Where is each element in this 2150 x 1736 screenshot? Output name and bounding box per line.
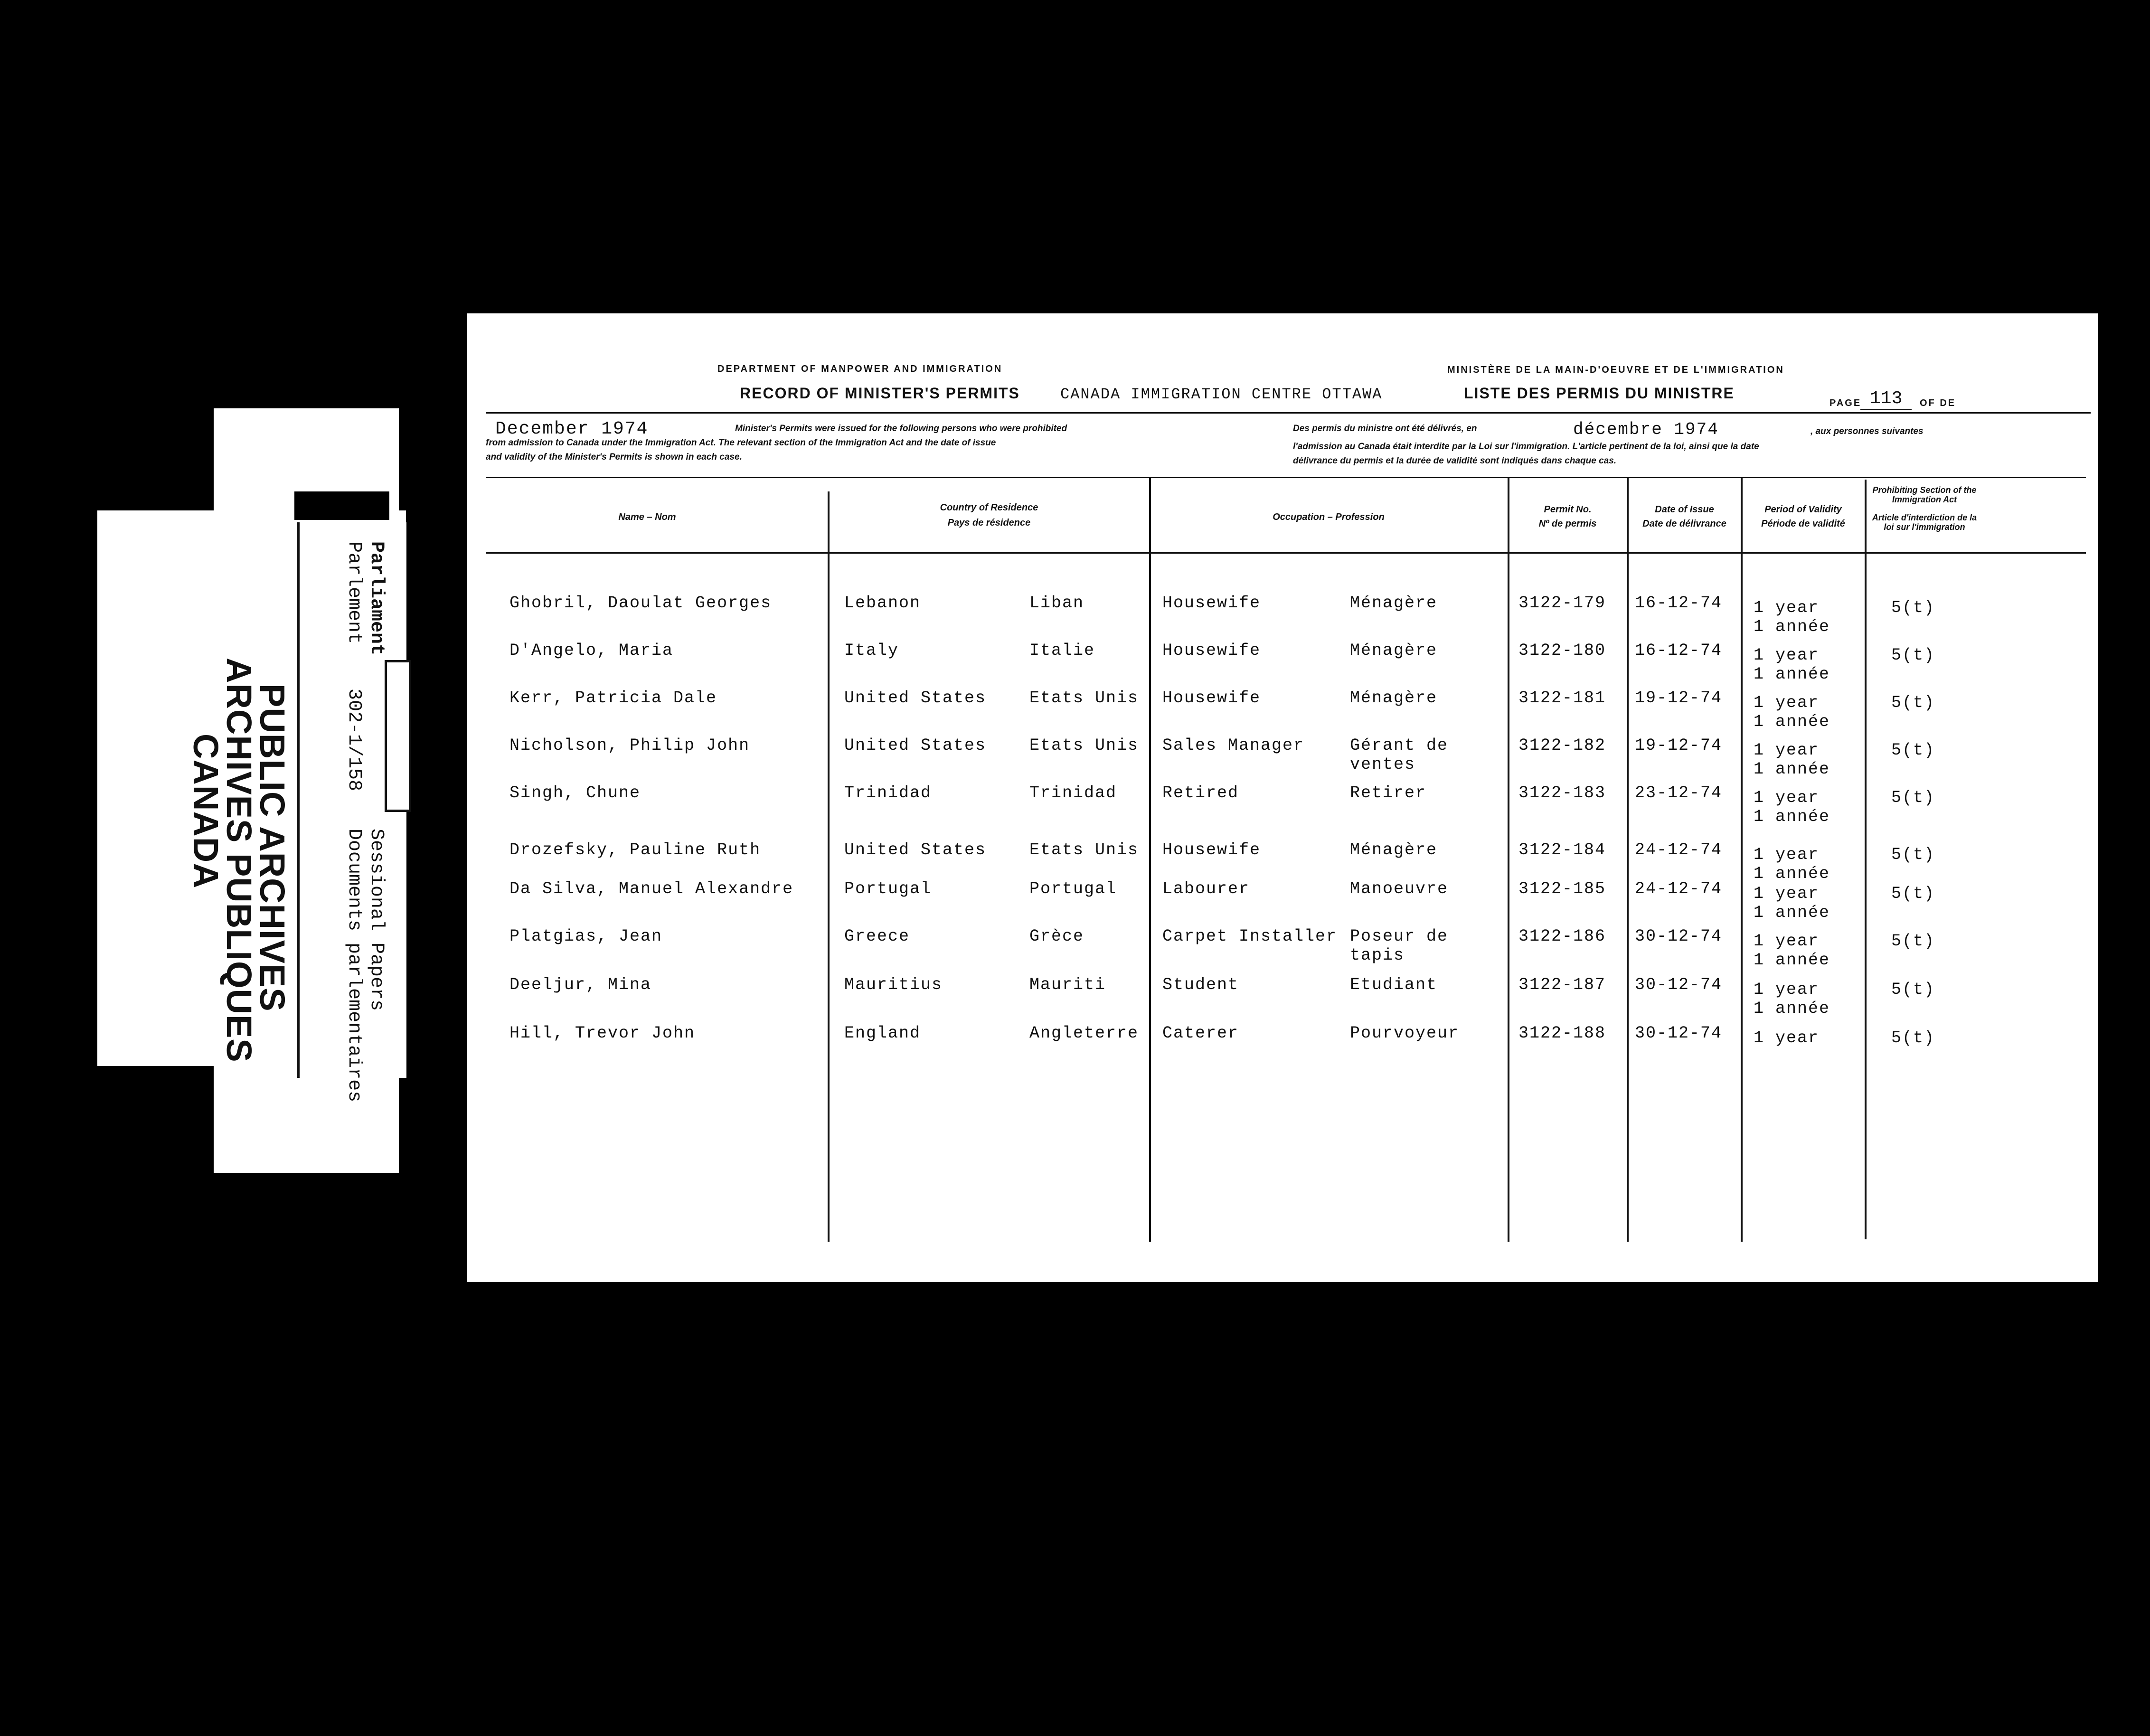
dept-name-en: DEPARTMENT OF MANPOWER AND IMMIGRATION (717, 364, 1003, 374)
row-section: 5(t) (1891, 884, 1935, 903)
row-date-of-issue: 19-12-74 (1635, 736, 1723, 755)
col-head-section-fr: Article d'interdiction de la loi sur l'immigration (1872, 513, 1977, 532)
col-head-permit-fr: Nº de permis (1538, 519, 1597, 529)
row-country-en: Greece (844, 927, 910, 946)
row-country-fr: Grèce (1029, 927, 1084, 946)
title-en: RECORD OF MINISTER'S PERMITS (740, 385, 1020, 402)
row-country-en: Italy (844, 641, 899, 660)
row-occupation-en: Caterer (1162, 1024, 1239, 1043)
row-permit-no: 3122-183 (1518, 783, 1606, 802)
col-head-period-en: Period of Validity (1764, 504, 1842, 515)
label-tick-box (385, 660, 411, 812)
row-date-of-issue: 19-12-74 (1635, 689, 1723, 708)
row-country-fr: Portugal (1029, 879, 1117, 898)
row-country-en: Portugal (844, 879, 932, 898)
row-validity: 1 year 1 année (1754, 932, 1830, 970)
row-permit-no: 3122-179 (1518, 594, 1606, 613)
title-fr: LISTE DES PERMIS DU MINISTRE (1464, 385, 1735, 402)
row-date-of-issue: 30-12-74 (1635, 975, 1723, 994)
col-head-permit-en: Permit No. (1544, 504, 1592, 515)
row-permit-no: 3122-186 (1518, 927, 1606, 946)
label-series-fr: Documents parlementaires (343, 829, 365, 1103)
label-source-en: Parliament (366, 541, 387, 656)
permit-record-sheet (467, 313, 2098, 1282)
row-country-en: England (844, 1024, 921, 1043)
row-country-fr: Etats Unis (1029, 689, 1139, 708)
label-notch (294, 491, 389, 520)
row-country-en: United States (844, 689, 987, 708)
row-permit-no: 3122-187 (1518, 975, 1606, 994)
row-validity: 1 year 1 année (1754, 845, 1830, 883)
row-date-of-issue: 24-12-74 (1635, 879, 1723, 898)
row-name: Hill, Trevor John (509, 1024, 696, 1043)
page-number: 113 (1860, 388, 1912, 410)
archive-stamp-line-3: CANADA (186, 734, 226, 889)
row-occupation-en: Housewife (1162, 594, 1261, 613)
col-head-date-en: Date of Issue (1655, 504, 1714, 515)
col-rule-1 (828, 491, 830, 1242)
row-name: Singh, Chune (509, 783, 641, 802)
page-label: PAGE (1829, 398, 1862, 408)
row-validity: 1 year 1 année (1754, 646, 1830, 684)
row-name: Da Silva, Manuel Alexandre (509, 879, 794, 898)
archive-stamp-line-1: PUBLIC ARCHIVES (253, 684, 292, 1012)
row-country-fr: Mauriti (1029, 975, 1106, 994)
row-occupation-en: Sales Manager (1162, 736, 1305, 755)
row-country-en: United States (844, 840, 987, 859)
row-validity: 1 year 1 année (1754, 884, 1830, 922)
intro-top-rule (486, 412, 2091, 414)
col-head-section-en: Prohibiting Section of the Immigration Act (1872, 485, 1977, 504)
row-occupation-en: Housewife (1162, 641, 1261, 660)
intro-en-line-2: from admission to Canada under the Immigration Act. The relevant section of the Immigration Act and the date of issue (486, 438, 996, 448)
row-name: Ghobril, Daoulat Georges (509, 594, 772, 613)
row-occupation-fr: Ménagère (1350, 689, 1438, 708)
row-country-en: Lebanon (844, 594, 921, 613)
dept-name-fr: MINISTÈRE DE LA MAIN-D'OEUVRE ET DE L'IMMIGRATION (1447, 365, 1784, 375)
row-date-of-issue: 30-12-74 (1635, 927, 1723, 946)
row-name: Platgias, Jean (509, 927, 663, 946)
row-occupation-en: Student (1162, 975, 1239, 994)
row-section: 5(t) (1891, 1028, 1935, 1047)
row-country-fr: Etats Unis (1029, 736, 1139, 755)
row-date-of-issue: 24-12-74 (1635, 840, 1723, 859)
row-validity: 1 year 1 année (1754, 693, 1830, 731)
row-occupation-en: Labourer (1162, 879, 1250, 898)
intro-en-line-1: Minister's Permits were issued for the following persons who were prohibited (735, 424, 1067, 434)
intro-fr-line-1: Des permis du ministre ont été délivrés, en (1293, 424, 1477, 434)
row-permit-no: 3122-188 (1518, 1024, 1606, 1043)
col-rule-2 (1149, 477, 1151, 1242)
col-rule-5 (1741, 477, 1743, 1242)
row-name: Drozefsky, Pauline Ruth (509, 840, 761, 859)
row-section: 5(t) (1891, 741, 1935, 760)
month-en: December 1974 (495, 419, 649, 439)
row-country-fr: Angleterre (1029, 1024, 1139, 1043)
intro-en-line-3: and validity of the Minister's Permits is shown in each case. (486, 452, 742, 462)
row-section: 5(t) (1891, 845, 1935, 864)
col-head-date-fr: Date de délivrance (1642, 519, 1726, 529)
col-rule-4 (1627, 477, 1629, 1242)
row-section: 5(t) (1891, 693, 1935, 712)
row-date-of-issue: 23-12-74 (1635, 783, 1723, 802)
row-country-fr: Italie (1029, 641, 1095, 660)
row-occupation-en: Retired (1162, 783, 1239, 802)
row-permit-no: 3122-182 (1518, 736, 1606, 755)
row-occupation-fr: Pourvoyeur (1350, 1024, 1460, 1043)
row-permit-no: 3122-185 (1518, 879, 1606, 898)
row-occupation-fr: Poseur de tapis (1350, 927, 1449, 965)
row-section: 5(t) (1891, 980, 1935, 999)
row-country-en: Mauritius (844, 975, 943, 994)
row-validity: 1 year 1 année (1754, 741, 1830, 779)
label-source-fr: Parlement (343, 541, 365, 644)
intro-fr-line-3: délivrance du permis et la durée de validité sont indiqués dans chaque cas. (1293, 456, 1617, 466)
row-country-fr: Liban (1029, 594, 1084, 613)
label-file-number: 302-1/158 (343, 689, 365, 792)
intro-fr-line-1b: , aux personnes suivantes (1811, 426, 1924, 436)
label-series-en: Sessional Papers (366, 829, 387, 1011)
row-occupation-fr: Retirer (1350, 783, 1427, 802)
row-permit-no: 3122-181 (1518, 689, 1606, 708)
row-validity: 1 year (1754, 1028, 1820, 1047)
row-occupation-fr: Gérant de ventes (1350, 736, 1449, 774)
row-validity: 1 year 1 année (1754, 598, 1830, 636)
row-section: 5(t) (1891, 788, 1935, 807)
row-occupation-en: Housewife (1162, 840, 1261, 859)
row-date-of-issue: 16-12-74 (1635, 594, 1723, 613)
header-top-rule (486, 477, 2086, 478)
row-occupation-fr: Manoeuvre (1350, 879, 1449, 898)
row-name: Nicholson, Philip John (509, 736, 750, 755)
row-section: 5(t) (1891, 932, 1935, 951)
row-permit-no: 3122-184 (1518, 840, 1606, 859)
header-bottom-rule (486, 552, 2086, 554)
page-of-label: OF DE (1920, 398, 1956, 408)
col-head-occupation: Occupation – Profession (1273, 512, 1385, 522)
col-rule-6 (1865, 480, 1867, 1239)
row-section: 5(t) (1891, 646, 1935, 665)
row-occupation-fr: Ménagère (1350, 594, 1438, 613)
month-fr: décembre 1974 (1573, 420, 1719, 439)
row-occupation-fr: Etudiant (1350, 975, 1438, 994)
col-head-country-fr: Pays de résidence (947, 518, 1031, 528)
row-validity: 1 year 1 année (1754, 980, 1830, 1018)
row-name: D'Angelo, Maria (509, 641, 674, 660)
col-rule-3 (1508, 477, 1509, 1242)
row-country-en: United States (844, 736, 987, 755)
row-country-fr: Etats Unis (1029, 840, 1139, 859)
col-head-period-fr: Période de validité (1761, 519, 1845, 529)
row-date-of-issue: 16-12-74 (1635, 641, 1723, 660)
col-head-name: Name – Nom (618, 512, 676, 522)
intro-fr-line-2: l'admission au Canada était interdite par la Loi sur l'immigration. L'article pertinent de la loi, ainsi que la date (1293, 442, 1759, 452)
row-occupation-fr: Ménagère (1350, 840, 1438, 859)
col-head-country-en: Country of Residence (940, 502, 1038, 513)
row-validity: 1 year 1 année (1754, 788, 1830, 826)
row-date-of-issue: 30-12-74 (1635, 1024, 1723, 1043)
row-country-fr: Trinidad (1029, 783, 1117, 802)
row-section: 5(t) (1891, 598, 1935, 617)
row-country-en: Trinidad (844, 783, 932, 802)
row-name: Deeljur, Mina (509, 975, 652, 994)
row-name: Kerr, Patricia Dale (509, 689, 717, 708)
row-occupation-en: Carpet Installer (1162, 927, 1338, 946)
archive-stamp-line-2: ARCHIVES PUBLIQUES (219, 658, 259, 1063)
row-occupation-en: Housewife (1162, 689, 1261, 708)
centre-name: CANADA IMMIGRATION CENTRE OTTAWA (1060, 386, 1383, 403)
row-occupation-fr: Ménagère (1350, 641, 1438, 660)
row-permit-no: 3122-180 (1518, 641, 1606, 660)
